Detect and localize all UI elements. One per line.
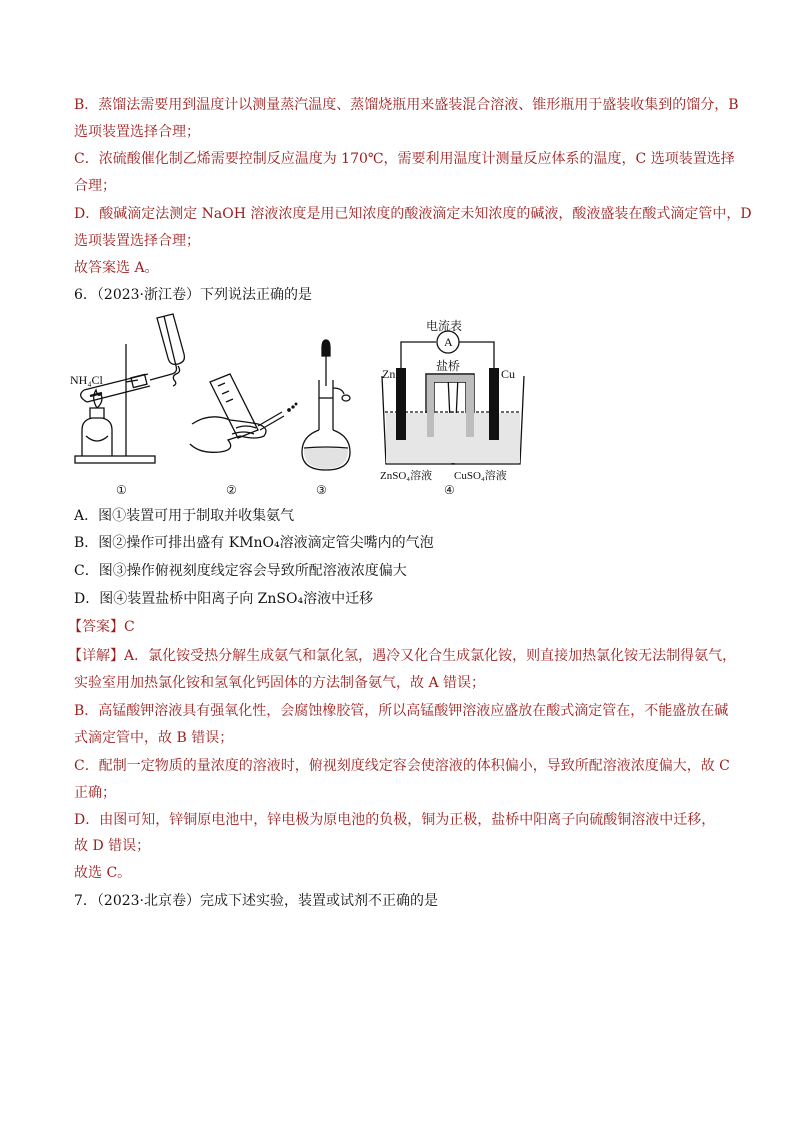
ammeter-symbol: A xyxy=(444,335,453,349)
explanation-line-d-cont: 选项装置选择合理； xyxy=(74,233,200,249)
detail-conclusion: 故选 C。 xyxy=(74,865,132,881)
question-6-title: 6．（2023·浙江卷）下列说法正确的是 xyxy=(74,287,312,303)
detail-line-a-cont: 实验室用加热氯化铵和氢氧化钙固体的方法制备氨气，故 A 错误； xyxy=(74,675,486,691)
explanation-line-b-cont: 选项装置选择合理； xyxy=(74,124,200,140)
question-7-title: 7．（2023·北京卷）完成下述实验，装置或试剂不正确的是 xyxy=(74,893,438,909)
copper-electrode xyxy=(489,368,499,440)
figure-number-3: ③ xyxy=(316,483,327,497)
explanation-line-c: C．浓硫酸催化制乙烯需要控制反应温度为 170℃，需要利用温度计测量反应体系的温度，C 选项装置选择 xyxy=(74,151,735,167)
figure-number-4: ④ xyxy=(444,483,455,497)
label-ammeter: 电流表 xyxy=(426,319,463,333)
label-cuso4: CuSO₄溶液 xyxy=(454,470,507,482)
detail-label: 【详解】 xyxy=(68,648,124,664)
detail-line-a xyxy=(68,646,736,666)
detail-line-c: C．配制一定物质的量浓度的溶液时，俯视刻度线定容会使溶液的体积偏小，导致所配溶液浓度偏大，故 C xyxy=(74,758,730,774)
label-zn: Zn xyxy=(382,367,396,381)
detail-a-text: A．氯化铵受热分解生成氨气和氯化氢，遇冷又化合生成氯化铵，则直接加热氯化铵无法制得氨气， xyxy=(124,648,737,664)
detail-line-b: B．高锰酸钾溶液具有强氧化性，会腐蚀橡胶管，所以高锰酸钾溶液应盛放在酸式滴定管在，不能盛放在碱 xyxy=(74,703,729,719)
option-a: A．图①装置可用于制取并收集氨气 xyxy=(74,508,295,524)
explanation-line-d: D．酸碱滴定法测定 NaOH 溶液浓度是用已知浓度的酸液滴定未知浓度的碱液，酸液盛装在酸式滴定管中，D xyxy=(74,206,752,222)
option-b: B．图②操作可排出盛有 KMnO₄溶液滴定管尖嘴内的气泡 xyxy=(74,535,434,551)
label-nh4cl: NH₄Cl xyxy=(70,373,103,387)
label-znso4: ZnSO₄溶液 xyxy=(380,470,433,482)
answer-value: C xyxy=(124,619,135,635)
apparatus-diagram xyxy=(60,312,540,497)
answer-line xyxy=(68,617,135,637)
question-6-figure xyxy=(60,312,540,497)
figure-1-heating-apparatus xyxy=(75,314,184,463)
figure-number-1: ① xyxy=(116,483,127,497)
detail-line-c-cont: 正确； xyxy=(74,785,116,801)
label-salt-bridge: 盐桥 xyxy=(436,359,461,373)
detail-line-d-cont: 故 D 错误； xyxy=(74,838,151,854)
answer-label: 【答案】 xyxy=(68,619,124,635)
option-c: C．图③操作俯视刻度线定容会导致所配溶液浓度偏大 xyxy=(74,563,407,579)
zinc-electrode xyxy=(396,368,406,440)
option-d: D．图④装置盐桥中阳离子向 ZnSO₄溶液中迁移 xyxy=(74,591,374,607)
answer-conclusion-5: 故答案选 A。 xyxy=(74,260,159,276)
figure-2-burette-bubble-removal xyxy=(190,374,297,452)
detail-line-b-cont: 式滴定管中，故 B 错误； xyxy=(74,730,234,746)
figure-number-2: ② xyxy=(226,483,237,497)
explanation-line-b: B．蒸馏法需要用到温度计以测量蒸汽温度、蒸馏烧瓶用来盛装混合溶液、锥形瓶用于盛装收集到的馏分，B xyxy=(74,97,739,113)
label-cu: Cu xyxy=(501,367,516,381)
detail-line-d: D．由图可知，锌铜原电池中，锌电极为原电池的负极，铜为正极，盐桥中阳离子向硫酸铜溶液中迁移， xyxy=(74,812,716,828)
explanation-line-c-cont: 合理； xyxy=(74,178,116,194)
